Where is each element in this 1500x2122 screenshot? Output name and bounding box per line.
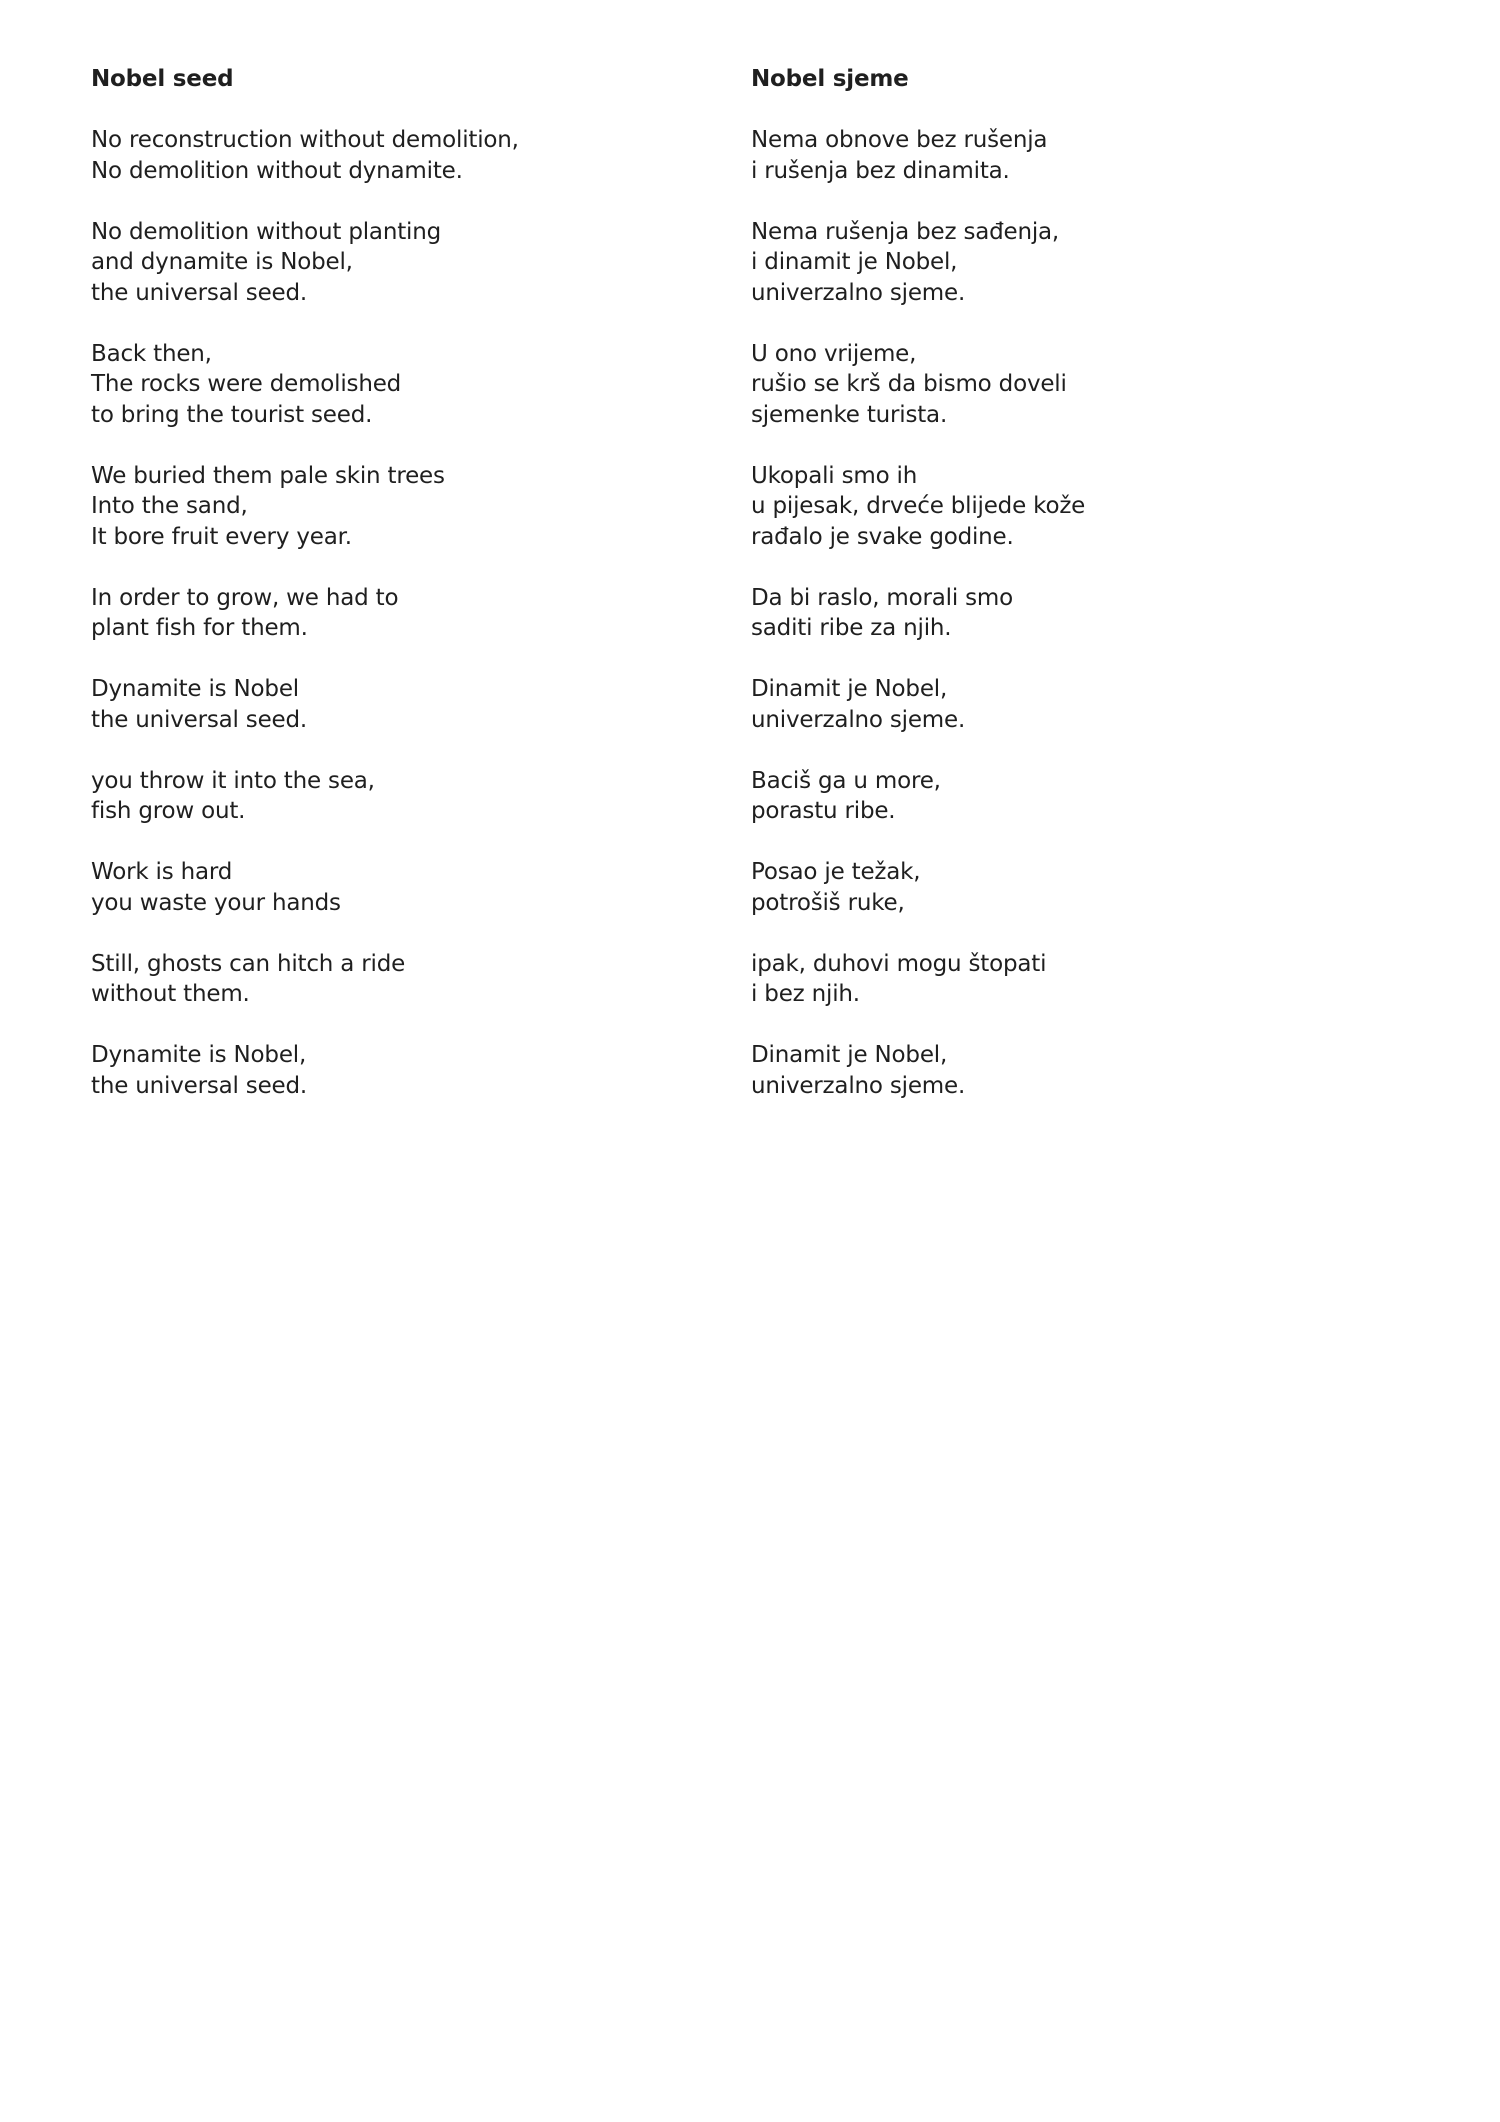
- english-stanza: [91, 766, 711, 827]
- croatian-stanza: [751, 766, 1371, 827]
- english-poem-line: No reconstruction without demolition,: [91, 127, 519, 153]
- english-poem-line: and dynamite is Nobel,: [91, 249, 353, 275]
- croatian-poem-line: Dinamit je Nobel,: [751, 676, 948, 702]
- croatian-poem-line: univerzalno sjeme.: [751, 1072, 966, 1099]
- english-stanza: [91, 674, 711, 735]
- croatian-poem-line: ipak, duhovi mogu štopati: [751, 950, 1047, 977]
- english-stanzas: [91, 125, 711, 1101]
- english-poem-line: the universal seed.: [91, 1072, 307, 1099]
- croatian-poem-line: univerzalno sjeme.: [751, 706, 966, 733]
- english-poem-line: you waste your hands: [91, 889, 341, 916]
- croatian-poem-line: Dinamit je Nobel,: [751, 1042, 948, 1068]
- croatian-poem-line: porastu ribe.: [751, 798, 896, 824]
- english-poem-line: No demolition without dynamite.: [91, 157, 463, 184]
- english-stanza: [91, 1040, 711, 1101]
- croatian-stanza: [751, 125, 1371, 186]
- english-poem-line: you throw it into the sea,: [91, 767, 375, 794]
- croatian-poem-column: [751, 64, 1371, 1132]
- english-poem-title: Nobel seed: [91, 66, 234, 92]
- english-poem-line: plant fish for them.: [91, 615, 308, 641]
- english-stanza: [91, 217, 711, 309]
- croatian-stanza: [751, 339, 1371, 431]
- croatian-stanza: [751, 217, 1371, 309]
- croatian-poem-line: Ukopali smo ih: [751, 462, 918, 489]
- croatian-poem-line: u pijesak, drveće blijede kože: [751, 493, 1086, 519]
- croatian-poem-line: rađalo je svake godine.: [751, 523, 1014, 550]
- croatian-stanza: [751, 949, 1371, 1010]
- english-poem-line: the universal seed.: [91, 706, 307, 733]
- english-poem-line: No demolition without planting: [91, 218, 441, 245]
- croatian-poem-line: U ono vrijeme,: [751, 340, 917, 367]
- english-poem-line: Still, ghosts can hitch a ride: [91, 950, 406, 977]
- croatian-poem-line: Nema obnove bez rušenja: [751, 127, 1048, 153]
- croatian-poem-line: Posao je težak,: [751, 859, 921, 885]
- english-poem-line: The rocks were demolished: [91, 371, 402, 397]
- english-stanza: [91, 339, 711, 431]
- english-stanza: [91, 949, 711, 1010]
- croatian-poem-line: Nema rušenja bez sađenja,: [751, 218, 1060, 245]
- croatian-poem-line: rušio se krš da bismo doveli: [751, 371, 1067, 397]
- croatian-poem-line: i dinamit je Nobel,: [751, 249, 958, 275]
- croatian-poem-line: Da bi raslo, morali smo: [751, 584, 1014, 611]
- croatian-poem-line: i bez njih.: [751, 981, 860, 1007]
- croatian-poem-line: i rušenja bez dinamita.: [751, 157, 1010, 184]
- english-poem-line: Back then,: [91, 340, 212, 367]
- english-poem-line: to bring the tourist seed.: [91, 401, 373, 428]
- croatian-poem-line: sjemenke turista.: [751, 401, 948, 428]
- english-poem-line: It bore fruit every year.: [91, 523, 352, 550]
- croatian-poem-line: potrošiš ruke,: [751, 889, 905, 916]
- english-poem-line: without them.: [91, 981, 250, 1007]
- croatian-stanza: [751, 1040, 1371, 1101]
- english-poem-line: Into the sand,: [91, 493, 248, 519]
- croatian-stanza: [751, 583, 1371, 644]
- croatian-stanza: [751, 461, 1371, 553]
- croatian-poem-line: saditi ribe za njih.: [751, 615, 952, 641]
- croatian-poem-line: Baciš ga u more,: [751, 767, 941, 794]
- english-poem-column: [91, 64, 711, 1132]
- english-poem-line: We buried them pale skin trees: [91, 462, 445, 489]
- croatian-poem-line: univerzalno sjeme.: [751, 279, 966, 306]
- english-stanza: [91, 125, 711, 186]
- english-poem-line: Dynamite is Nobel: [91, 676, 299, 702]
- english-poem-line: fish grow out.: [91, 798, 246, 824]
- english-poem-line: In order to grow, we had to: [91, 584, 399, 611]
- croatian-stanza: [751, 674, 1371, 735]
- english-poem-line: Work is hard: [91, 859, 233, 885]
- english-stanza: [91, 583, 711, 644]
- english-poem-line: Dynamite is Nobel,: [91, 1042, 307, 1068]
- english-poem-line: the universal seed.: [91, 279, 307, 306]
- english-stanza: [91, 857, 711, 918]
- english-stanza: [91, 461, 711, 553]
- croatian-stanza: [751, 857, 1371, 918]
- croatian-stanzas: [751, 125, 1371, 1101]
- croatian-poem-title: Nobel sjeme: [751, 66, 909, 92]
